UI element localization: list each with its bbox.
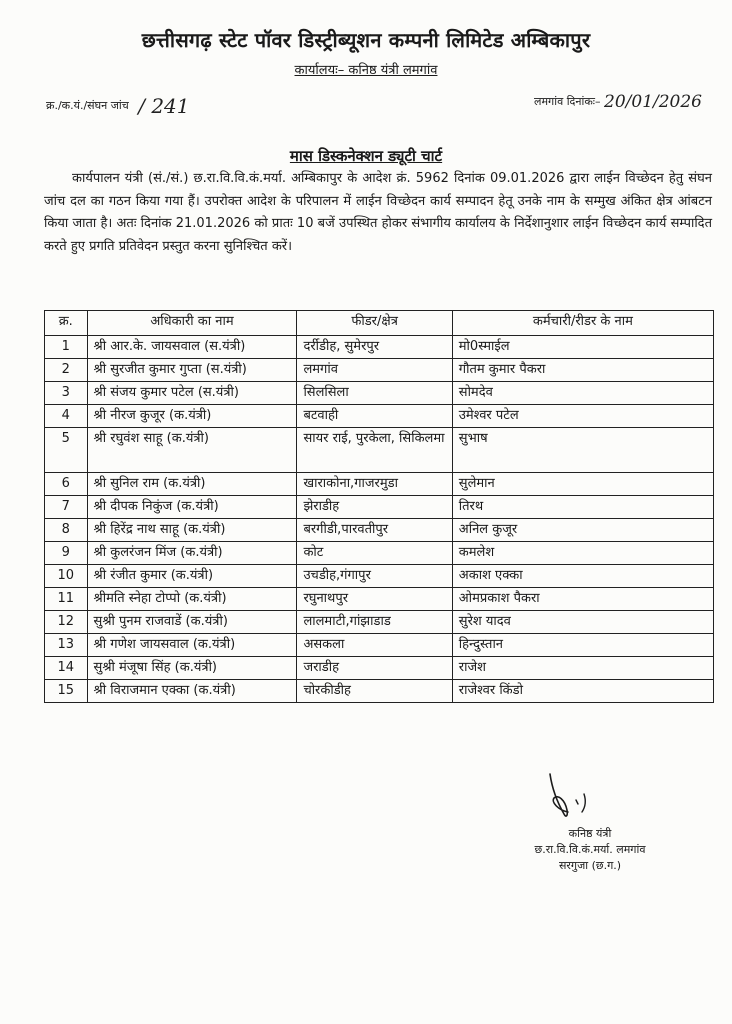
row-officer: श्री रघुवंश साहू (क.यंत्री)	[87, 428, 297, 473]
row-officer: सुश्री पुनम राजवाडें (क.यंत्री)	[87, 611, 297, 634]
table-header-row	[45, 311, 714, 336]
row-serial: 5	[45, 428, 88, 473]
row-officer: श्रीमति स्नेहा टोप्पो (क.यंत्री)	[87, 588, 297, 611]
row-staff: अनिल कुजूर	[452, 519, 713, 542]
row-officer: श्री रंजीत कुमार (क.यंत्री)	[87, 565, 297, 588]
table-row	[45, 588, 714, 611]
table-row	[45, 428, 714, 473]
row-serial: 2	[45, 359, 88, 382]
row-feeder: खाराकोना,गाजरमुडा	[297, 473, 452, 496]
row-staff: हिन्दुस्तान	[452, 634, 713, 657]
table-row	[45, 680, 714, 703]
header-officer: अधिकारी का नाम	[87, 311, 297, 336]
row-officer: श्री विराजमान एक्का (क.यंत्री)	[87, 680, 297, 703]
row-staff: राजेश	[452, 657, 713, 680]
reference-label: क्र./क.यं./संघन जांच	[46, 99, 129, 112]
row-officer: श्री आर.के. जायसवाल (स.यंत्री)	[87, 336, 297, 359]
table-row	[45, 405, 714, 428]
intro-paragraph: कार्यपालन यंत्री (सं./सं.) छ.रा.वि.वि.कं.मर्या. अम्बिकापुर के आदेश क्रं. 5962 दिनांक 09.01.2026 द्वारा लाईन विच्छेदन हेतु संघन जांच दल का गठन किया गया हैं। उपरोक्त आदेश के परिपालन में लाईन विच्छेदन कार्य सम्पादन हेतू उनके नाम के सम्मुख अंकित क्षेत्र आंबटन किया जाता है। अतः दिनांक 21.01.2026 को प्रातः 10 बजें उपस्थित होकर संभागीय कार्यालय के निर्देशानुशार लाईन विच्छेदन कार्य सम्पादित करते हुए प्रगति प्रतिवेदन प्रस्तुत करना सुनिश्चित करें।	[44, 171, 712, 254]
handwritten-signature	[528, 770, 618, 830]
row-staff: गौतम कुमार पैकरा	[452, 359, 713, 382]
row-staff: सुभाष	[452, 428, 713, 473]
row-staff: ओमप्रकाश पैकरा	[452, 588, 713, 611]
signature-block	[490, 826, 690, 874]
row-officer: श्री गणेश जायसवाल (क.यंत्री)	[87, 634, 297, 657]
row-staff: तिरथ	[452, 496, 713, 519]
header-feeder: फीडर/क्षेत्र	[297, 311, 452, 336]
row-staff: अकाश एक्का	[452, 565, 713, 588]
row-serial: 11	[45, 588, 88, 611]
row-staff: सुलेमान	[452, 473, 713, 496]
row-serial: 8	[45, 519, 88, 542]
row-feeder: लमगांव	[297, 359, 452, 382]
row-feeder: असकला	[297, 634, 452, 657]
row-officer: श्री सुनिल राम (क.यंत्री)	[87, 473, 297, 496]
row-officer: श्री हिरेंद्र नाथ साहू (क.यंत्री)	[87, 519, 297, 542]
date-line	[534, 92, 702, 112]
signatory-office: छ.रा.वि.वि.कं.मर्या. लमगांव	[534, 843, 646, 856]
row-serial: 10	[45, 565, 88, 588]
row-serial: 15	[45, 680, 88, 703]
row-officer: श्री कुलरंजन मिंज (क.यंत्री)	[87, 542, 297, 565]
row-feeder: रघुनाथपुर	[297, 588, 452, 611]
row-feeder: दर्रीडीह, सुमेरपुर	[297, 336, 452, 359]
row-feeder: सायर राई, पुरकेला, सिकिलमा	[297, 428, 452, 473]
table-row	[45, 657, 714, 680]
row-feeder: बरगीडी,पारवतीपुर	[297, 519, 452, 542]
row-officer: श्री सुरजीत कुमार गुप्ता (स.यंत्री)	[87, 359, 297, 382]
row-staff: सुरेश यादव	[452, 611, 713, 634]
row-officer: श्री दीपक निकुंज (क.यंत्री)	[87, 496, 297, 519]
table-row	[45, 519, 714, 542]
row-feeder: कोट	[297, 542, 452, 565]
table-row	[45, 611, 714, 634]
row-staff: कमलेश	[452, 542, 713, 565]
table-row	[45, 336, 714, 359]
row-serial: 4	[45, 405, 88, 428]
company-heading: छत्तीसगढ़ स्टेट पॉवर डिस्ट्रीब्यूशन कम्पनी लिमिटेड अम्बिकापुर	[141, 28, 591, 52]
row-feeder: लालमाटी,गांझाडाड	[297, 611, 452, 634]
signatory-designation: कनिष्ठ यंत्री	[568, 827, 612, 840]
date-label: लमगांव दिनांकः–	[534, 95, 601, 108]
reference-line	[46, 94, 190, 118]
row-serial: 6	[45, 473, 88, 496]
table-row	[45, 496, 714, 519]
row-serial: 3	[45, 382, 88, 405]
duty-chart-table	[44, 310, 714, 703]
row-officer: सुश्री मंजूषा सिंह (क.यंत्री)	[87, 657, 297, 680]
row-feeder: सिलसिला	[297, 382, 452, 405]
row-feeder: जराडीह	[297, 657, 452, 680]
table-row	[45, 473, 714, 496]
row-serial: 1	[45, 336, 88, 359]
chart-title	[0, 146, 732, 166]
row-staff: राजेश्वर किंडो	[452, 680, 713, 703]
date-value: 20/01/2026	[604, 92, 702, 112]
row-serial: 13	[45, 634, 88, 657]
table-row	[45, 542, 714, 565]
row-feeder: चोरकीडीह	[297, 680, 452, 703]
row-staff: सोमदेव	[452, 382, 713, 405]
row-staff: मो0स्माईल	[452, 336, 713, 359]
row-serial: 7	[45, 496, 88, 519]
signatory-district: सरगुजा (छ.ग.)	[558, 859, 622, 872]
row-feeder: बटवाही	[297, 405, 452, 428]
table-row	[45, 634, 714, 657]
row-staff: उमेश्वर पटेल	[452, 405, 713, 428]
row-officer: श्री संजय कुमार पटेल (स.यंत्री)	[87, 382, 297, 405]
row-serial: 12	[45, 611, 88, 634]
table-row	[45, 565, 714, 588]
row-serial: 9	[45, 542, 88, 565]
table-row	[45, 359, 714, 382]
header-serial: क्र.	[45, 311, 88, 336]
row-feeder: उचडीह,गंगापुर	[297, 565, 452, 588]
chart-title-text: मास डिस्कनेक्शन ड्यूटी चार्ट	[289, 147, 443, 165]
row-officer: श्री नीरज कुजूर (क.यंत्री)	[87, 405, 297, 428]
table-row	[45, 382, 714, 405]
office-subheading	[0, 60, 732, 78]
header-staff: कर्मचारी/रीडर के नाम	[452, 311, 713, 336]
office-name: कार्यालयः– कनिष्ठ यंत्री लमगांव	[294, 63, 438, 78]
reference-number: / 241	[138, 94, 190, 118]
row-serial: 14	[45, 657, 88, 680]
row-feeder: झेराडीह	[297, 496, 452, 519]
